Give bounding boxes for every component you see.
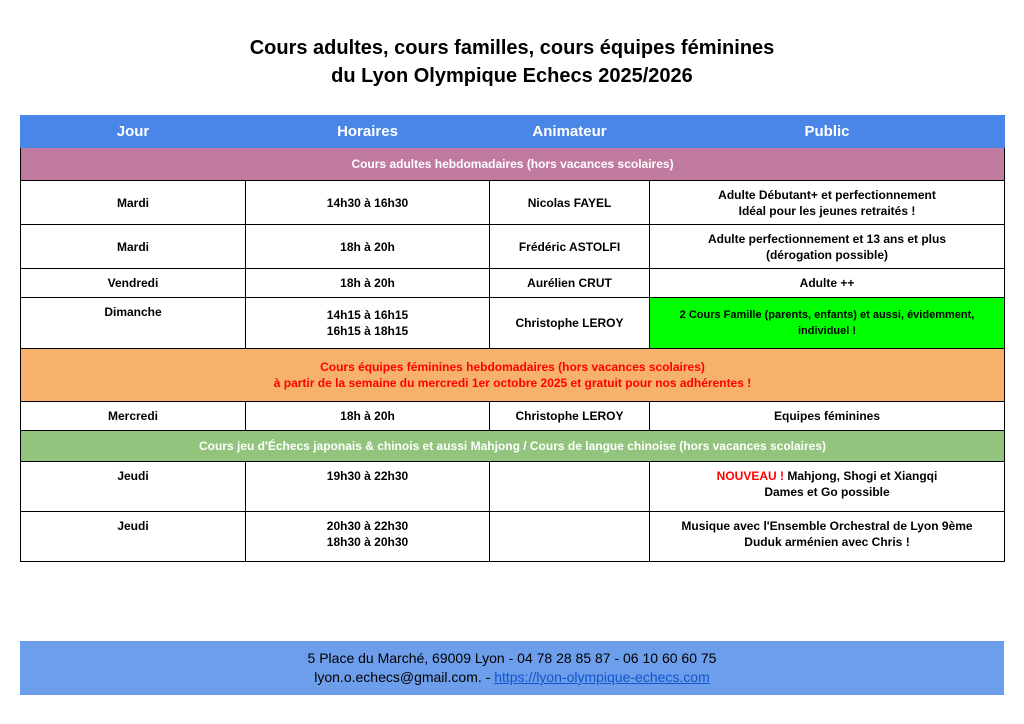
cell-horaires xyxy=(246,512,490,562)
section-feminines-line-2: à partir de la semaine du mercredi 1er octobre 2025 et gratuit pour nos adhérentes ! xyxy=(273,376,752,390)
public-line-1: Adulte perfectionnement et 13 ans et plus xyxy=(707,231,947,246)
footer-email: lyon.o.echecs@gmail.com. - xyxy=(314,669,495,685)
horaires-line-1: 14h15 à 16h15 xyxy=(326,308,409,322)
cell-animateur xyxy=(490,462,650,512)
public-line-2: individuel ! xyxy=(797,325,857,337)
cell-horaires: 19h30 à 22h30 xyxy=(246,462,490,512)
public-line-2: Idéal pour les jeunes retraités ! xyxy=(738,203,916,218)
public-line-1: Adulte Débutant+ et perfectionnement xyxy=(718,187,936,202)
public-line-2: Dames et Go possible xyxy=(764,485,890,499)
table-row xyxy=(21,402,1005,431)
schedule-table xyxy=(20,115,1005,562)
header-horaires: Horaires xyxy=(246,116,490,148)
cell-public xyxy=(650,181,1005,225)
table-header-row xyxy=(21,116,1005,148)
public-line-2: (dérogation possible) xyxy=(765,247,888,262)
table-row xyxy=(21,298,1005,349)
public-line-2: Duduk arménien avec Chris ! xyxy=(744,535,910,549)
table-row xyxy=(21,225,1005,269)
cell-horaires xyxy=(246,298,490,349)
table-row xyxy=(21,269,1005,298)
title-line-2: du Lyon Olympique Echecs 2025/2026 xyxy=(331,65,693,87)
cell-public-famille xyxy=(650,298,1005,349)
cell-animateur: Aurélien CRUT xyxy=(490,269,650,298)
header-public: Public xyxy=(650,116,1005,148)
cell-jour: Jeudi xyxy=(21,462,246,512)
cell-jour: Mardi xyxy=(21,225,246,269)
cell-horaires: 18h à 20h xyxy=(246,402,490,431)
cell-horaires: 14h30 à 16h30 xyxy=(246,181,490,225)
cell-public xyxy=(650,512,1005,562)
title-line-1: Cours adultes, cours familles, cours équipes féminines xyxy=(249,37,775,59)
cell-animateur: Christophe LEROY xyxy=(490,402,650,431)
horaires-line-2: 16h15 à 18h15 xyxy=(326,324,409,338)
cell-animateur: Frédéric ASTOLFI xyxy=(490,225,650,269)
cell-horaires: 18h à 20h xyxy=(246,225,490,269)
cell-horaires: 18h à 20h xyxy=(246,269,490,298)
cell-public xyxy=(650,462,1005,512)
section-jeux xyxy=(21,431,1005,462)
cell-jour: Jeudi xyxy=(21,512,246,562)
cell-animateur: Nicolas FAYEL xyxy=(490,181,650,225)
cell-public: Adulte ++ xyxy=(650,269,1005,298)
website-link[interactable]: https://lyon-olympique-echecs.com xyxy=(494,669,710,685)
table-row xyxy=(21,462,1005,512)
table-row xyxy=(21,181,1005,225)
header-jour: Jour xyxy=(21,116,246,148)
table-row xyxy=(21,512,1005,562)
public-line-1 xyxy=(654,468,1000,484)
section-jeux-label: Cours jeu d'Échecs japonais & chinois et aussi Mahjong / Cours de langue chinoise (hors vacances scolaires) xyxy=(21,431,1005,462)
section-feminines xyxy=(21,349,1005,402)
section-adultes xyxy=(21,148,1005,181)
footer-contact xyxy=(20,641,1004,695)
section-feminines-line-1: Cours équipes féminines hebdomadaires (hors vacances scolaires) xyxy=(320,360,705,374)
cell-public xyxy=(650,225,1005,269)
public-line-1: 2 Cours Famille (parents, enfants) et aussi, évidemment, xyxy=(679,309,975,321)
section-feminines-label xyxy=(21,349,1005,402)
horaires-line-2: 18h30 à 20h30 xyxy=(326,535,409,549)
nouveau-badge: NOUVEAU ! xyxy=(716,469,784,483)
cell-jour: Dimanche xyxy=(21,298,246,349)
footer-address: 5 Place du Marché, 69009 Lyon - 04 78 28 85 87 - 06 10 60 60 75 xyxy=(307,650,717,666)
public-line-1: Musique avec l'Ensemble Orchestral de Lyon 9ème xyxy=(681,519,973,533)
cell-jour: Vendredi xyxy=(21,269,246,298)
horaires-line-1: 20h30 à 22h30 xyxy=(326,519,409,533)
public-line-1-text: Mahjong, Shogi et Xiangqi xyxy=(784,469,938,483)
cell-animateur xyxy=(490,512,650,562)
header-animateur: Animateur xyxy=(490,116,650,148)
page-title xyxy=(0,34,1024,90)
cell-animateur: Christophe LEROY xyxy=(490,298,650,349)
cell-jour: Mercredi xyxy=(21,402,246,431)
cell-jour: Mardi xyxy=(21,181,246,225)
footer-line-2 xyxy=(20,668,1004,687)
cell-public: Equipes féminines xyxy=(650,402,1005,431)
section-adultes-label: Cours adultes hebdomadaires (hors vacances scolaires) xyxy=(21,148,1005,181)
